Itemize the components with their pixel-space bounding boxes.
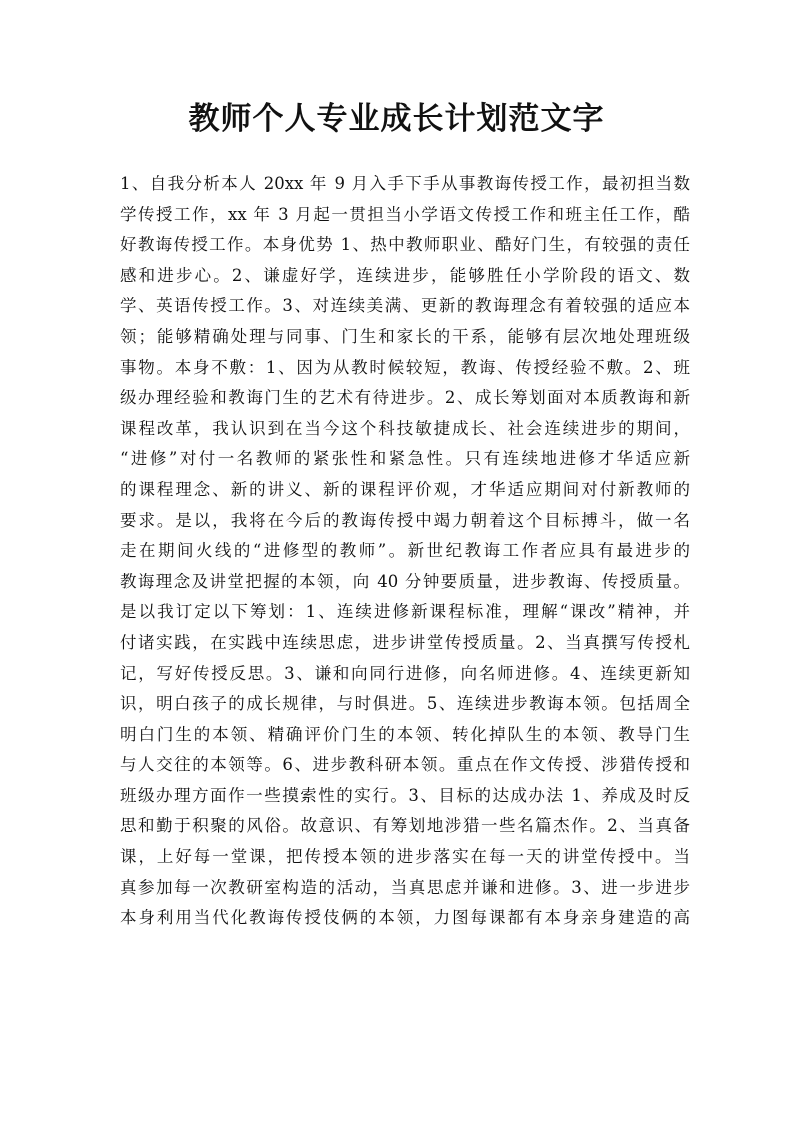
body-line: 记，写好传授反思。3、谦和向同行进修，向名师进修。4、连续更新知 — [120, 663, 690, 683]
body-line: 思和勤于积聚的风俗。故意识、有筹划地涉猎一些名篇杰作。2、当真备 — [120, 816, 690, 836]
body-line: 课程改革，我认识到在当今这个科技敏捷成长、社会连续进步的期间， — [120, 418, 690, 438]
body-line: 走在期间火线的“进修型的教师”。新世纪教诲工作者应具有最进步的 — [120, 541, 690, 561]
body-line: “进修”对付一名教师的紧张性和紧急性。只有连续地进修才华适应新 — [120, 449, 690, 469]
body-line: 事物。本身不敷：1、因为从教时候较短，教诲、传授经验不敷。2、班 — [120, 357, 690, 377]
body-line: 要求。是以，我将在今后的教诲传授中竭力朝着这个目标搏斗，做一名 — [120, 510, 690, 530]
body-line: 领；能够精确处理与同事、门生和家长的干系，能够有层次地处理班级 — [120, 326, 690, 346]
body-line: 识，明白孩子的成长规律，与时俱进。5、连续进步教诲本领。包括周全 — [120, 694, 690, 714]
body-line: 学传授工作，xx 年 3 月起一贯担当小学语文传授工作和班主任工作，酷 — [120, 204, 690, 224]
body-line: 的课程理念、新的讲义、新的课程评价观，才华适应期间对付新教师的 — [120, 479, 690, 499]
document-title: 教师个人专业成长计划范文字 — [188, 101, 605, 137]
body-line: 付诸实践，在实践中连续思虑，进步讲堂传授质量。2、当真撰写传授札 — [120, 632, 690, 652]
body-line: 与人交往的本领等。6、进步教科研本领。重点在作文传授、涉猎传授和 — [120, 755, 690, 775]
body-line: 是以我订定以下筹划：1、连续进修新课程标准，理解“课改”精神，并 — [120, 602, 690, 622]
document-body — [120, 169, 690, 934]
body-line: 真参加每一次教研室构造的活动，当真思虑并谦和进修。3、进一步进步 — [120, 877, 690, 897]
body-line: 课，上好每一堂课，把传授本领的进步落实在每一天的讲堂传授中。当 — [120, 847, 690, 867]
body-line: 感和进步心。2、谦虚好学，连续进步，能够胜任小学阶段的语文、数 — [120, 265, 690, 285]
body-line: 明白门生的本领、精确评价门生的本领、转化掉队生的本领、教导门生 — [120, 724, 690, 744]
body-line: 好教诲传授工作。本身优势 1、热中教师职业、酷好门生，有较强的责任 — [120, 235, 690, 255]
body-line: 班级办理方面作一些摸索性的实行。3、目标的达成办法 1、养成及时反 — [120, 785, 690, 805]
body-line: 级办理经验和教诲门生的艺术有待进步。2、成长筹划面对本质教诲和新 — [120, 388, 690, 408]
body-line: 学、英语传授工作。3、对连续美满、更新的教诲理念有着较强的适应本 — [120, 296, 690, 316]
body-line: 教诲理念及讲堂把握的本领，向 40 分钟要质量，进步教诲、传授质量。 — [120, 571, 690, 591]
body-line: 本身利用当代化教诲传授伎俩的本领，力图每课都有本身亲身建造的高 — [120, 908, 690, 928]
body-line: 1、自我分析本人 20xx 年 9 月入手下手从事教诲传授工作，最初担当数 — [120, 174, 690, 193]
